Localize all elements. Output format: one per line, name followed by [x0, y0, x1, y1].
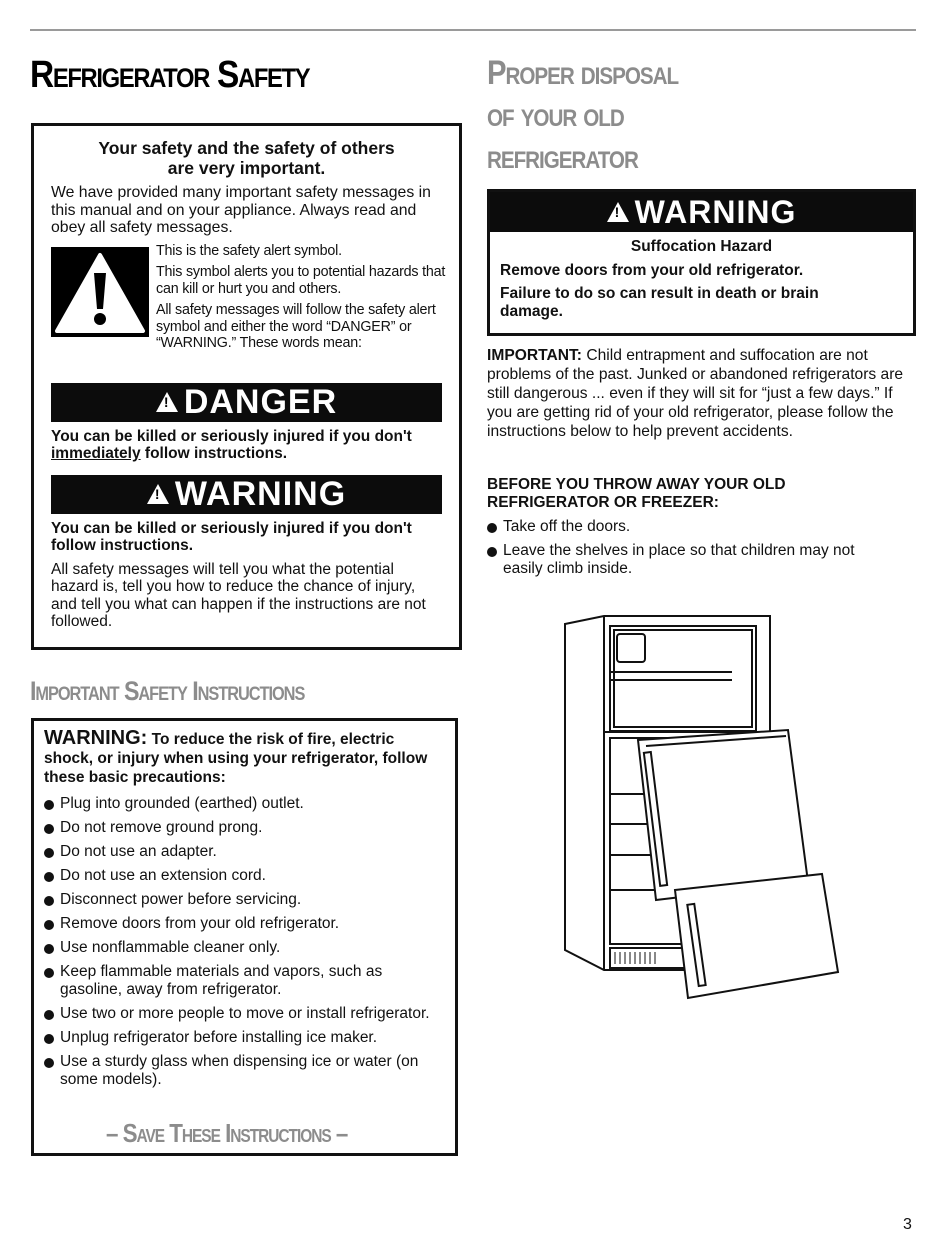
- safety-heading: [51, 138, 442, 178]
- instructions-warning-word: WARNING:: [44, 727, 148, 749]
- save-instructions: – Save These Instructions –: [106, 1118, 348, 1148]
- suffocation-warning-box: [487, 189, 916, 336]
- precaution-item: Remove doors from your old refrigerator.: [44, 915, 445, 933]
- disposal-warning-label: WARNING: [634, 193, 797, 230]
- refrigerator-illustration: [560, 612, 860, 1002]
- disposal-steps-list: [487, 518, 897, 584]
- precaution-item: Unplug refrigerator before installing ice maker.: [44, 1029, 445, 1047]
- disposal-warning-banner: [490, 192, 913, 232]
- precaution-item: Do not remove ground prong.: [44, 819, 445, 837]
- safety-intro: We have provided many important safety messages in this manual and on your appliance. Always read and obey all safety messages.: [51, 184, 431, 236]
- instructions-warning: [44, 729, 445, 787]
- disposal-warning-alert-icon: [607, 202, 629, 222]
- page-title: Refrigerator Safety: [30, 54, 310, 96]
- precaution-item: Do not use an extension cord.: [44, 867, 445, 885]
- precaution-item: Disconnect power before servicing.: [44, 891, 445, 909]
- symbol-text-2: This symbol alerts you to potential hazards that can kill or hurt you and others.: [156, 264, 446, 297]
- hazard-line-2: Failure to do so can result in death or brain damage.: [500, 285, 819, 320]
- instructions-warning-rest: To reduce the risk of fire, electric shock, or injury when using your refrigerator, follow these basic precautions:: [44, 731, 428, 786]
- symbol-text-3: All safety messages will follow the safety alert symbol and either the word “DANGER” or “WARNING.” These words mean:: [156, 302, 436, 351]
- disposal-step: Take off the doors.: [487, 518, 897, 536]
- precaution-item: Keep flammable materials and vapors, such as gasoline, away from refrigerator.: [44, 963, 445, 999]
- danger-text-underlined: immediately: [51, 445, 141, 462]
- hazard-title: Suffocation Hazard: [630, 238, 773, 255]
- danger-text-pre: You can be killed or seriously injured if you don't: [51, 427, 412, 445]
- precaution-item: Use two or more people to move or install refrigerator.: [44, 1005, 445, 1023]
- warning-banner: [51, 475, 442, 514]
- danger-banner: [51, 383, 442, 422]
- disposal-heading: [487, 52, 678, 178]
- instructions-box: [31, 718, 458, 1156]
- disposal-heading-line2: of your old: [487, 96, 624, 134]
- precaution-item: Do not use an adapter.: [44, 843, 445, 861]
- important-label: IMPORTANT:: [487, 347, 582, 364]
- precaution-item: Use nonflammable cleaner only.: [44, 939, 445, 957]
- danger-text: [51, 428, 442, 463]
- important-text: Child entrapment and suffocation are not problems of the past. Junked or abandoned refrigerators are still dangerous ... even if they will sit for “just a few days.” If you are getting rid of your old refrigerator, please follow the instructions below to help prevent accidents.: [487, 347, 904, 440]
- precaution-item: Use a sturdy glass when dispensing ice or water (on some models).: [44, 1053, 445, 1089]
- symbol-text-1: This is the safety alert symbol.: [156, 242, 342, 259]
- warning-text: You can be killed or seriously injured if you don't follow instructions.: [51, 519, 412, 554]
- page-number: 3: [903, 1216, 912, 1233]
- precautions-list: [44, 795, 445, 1089]
- disposal-heading-line3: refrigerator: [487, 138, 638, 176]
- safety-alert-symbol-icon: [51, 247, 149, 337]
- safety-heading-line2: are very important.: [167, 158, 326, 178]
- top-rule: [30, 29, 916, 31]
- danger-text-post: follow instructions.: [140, 445, 287, 462]
- danger-label: DANGER: [183, 382, 338, 421]
- safety-heading-line1: Your safety and the safety of others: [98, 138, 395, 158]
- before-heading: BEFORE YOU THROW AWAY YOUR OLD REFRIGERATOR OR FREEZER:: [487, 476, 786, 511]
- alert-symbol-section: [51, 242, 446, 381]
- safety-info-box: [31, 123, 462, 650]
- hazard-line-1: Remove doors from your old refrigerator.: [500, 261, 804, 279]
- disposal-step: Leave the shelves in place so that children may not easily climb inside.: [487, 542, 897, 578]
- warning-label: WARNING: [174, 474, 347, 513]
- danger-alert-icon: [156, 392, 178, 412]
- warning-alert-icon: [147, 484, 169, 504]
- precaution-item: Plug into grounded (earthed) outlet.: [44, 795, 445, 813]
- important-paragraph: [487, 346, 919, 441]
- safety-closing: All safety messages will tell you what the potential hazard is, tell you how to reduce the chance of injury, and tell you what can happen if the instructions are not followed.: [51, 560, 426, 630]
- important-heading: Important Safety Instructions: [30, 676, 305, 706]
- disposal-heading-line1: Proper disposal: [487, 54, 679, 92]
